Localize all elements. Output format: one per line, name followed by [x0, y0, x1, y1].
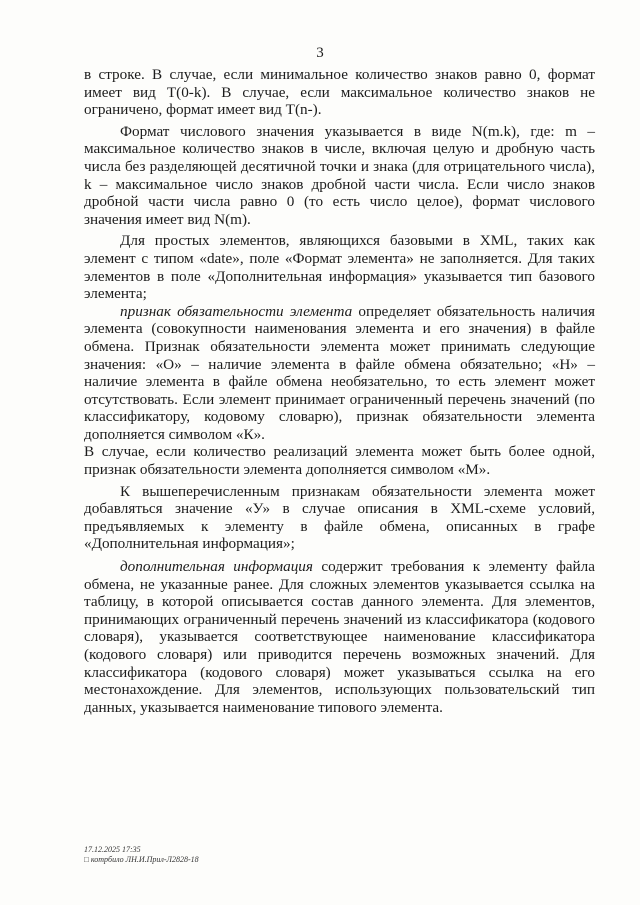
print-footer [84, 845, 199, 865]
paragraph-required-sign-text: определяет обязательность наличия элемента (совокупности наименования элемента и его значения) в файле обмена. Признак обязательности элемента может принимать следующие значения: «О» – наличие элемента в файле обмена обязательно; «Н» – наличие элемента в файле обмена необязательно, то есть элемент может отсутствовать. Если элемент принимает ограниченный перечень значений (по классификатору, кодовому словарю), признак обязательности элемента дополняется символом «К». [84, 302, 595, 443]
paragraph-multiple-realizations: В случае, если количество реализаций элемента может быть более одной, признак обязательности элемента дополняется символом «М». [84, 443, 595, 479]
paragraph-required-sign [84, 303, 595, 444]
footer-timestamp: 17.12.2025 17:35 [84, 845, 141, 854]
document-body [84, 66, 595, 716]
page-number: 3 [316, 45, 324, 61]
paragraph-base-elements: Для простых элементов, являющихся базовыми в XML, таких как элемент с типом «date», поле «Формат элемента» не заполняется. Для таких элементов в поле «Дополнительная информация» указывается тип базового элемента; [84, 232, 595, 303]
paragraph-additional-info [84, 558, 595, 716]
paragraph-conditional-value: К вышеперечисленным признакам обязательности элемента может добавляться значение «У» в случае описания в XML-схеме условий, предъявляемых к элементу в файле обмена, описанных в графе «Дополнительная информация»; [84, 482, 595, 553]
paragraph-additional-info-text: содержит требования к элементу файла обмена, не указанные ранее. Для сложных элементов указывается ссылка на таблицу, в которой описывается состав данного элемента. Для элементов, принимающих ограниченный перечень значений из классификатора (кодового словаря), указывается соответствующее наименование классификатора (кодового словаря) или приводится перечень возможных значений. Для классификатора (кодового словаря) может указываться ссылка на его местонахождение. Для элементов, использующих пользовательский тип данных, указывается наименование типового элемента. [84, 558, 595, 716]
footer-document-ref: □ котрбило ЛН.И.Прил-Л2828-18 [84, 855, 199, 864]
paragraph-format-text: в строке. В случае, если минимальное количество знаков равно 0, формат имеет вид T(0-k). В случае, если максимальное количество знаков не ограничено, формат имеет вид T(n-). [84, 66, 595, 119]
term-additional-info: дополнительная информация [120, 558, 313, 576]
paragraph-numeric-format: Формат числового значения указывается в виде N(m.k), где: m – максимальное количество знаков в числе, включая целую и дробную часть числа без разделяющей десятичной точки и знака (для отрицательного числа), k – максимальное число знаков дробной части числа. Если число знаков дробной части числа равно 0 (то есть число целое), формат числового значения имеет вид N(m). [84, 122, 595, 228]
term-required-sign: признак обязательности элемента [120, 302, 353, 320]
